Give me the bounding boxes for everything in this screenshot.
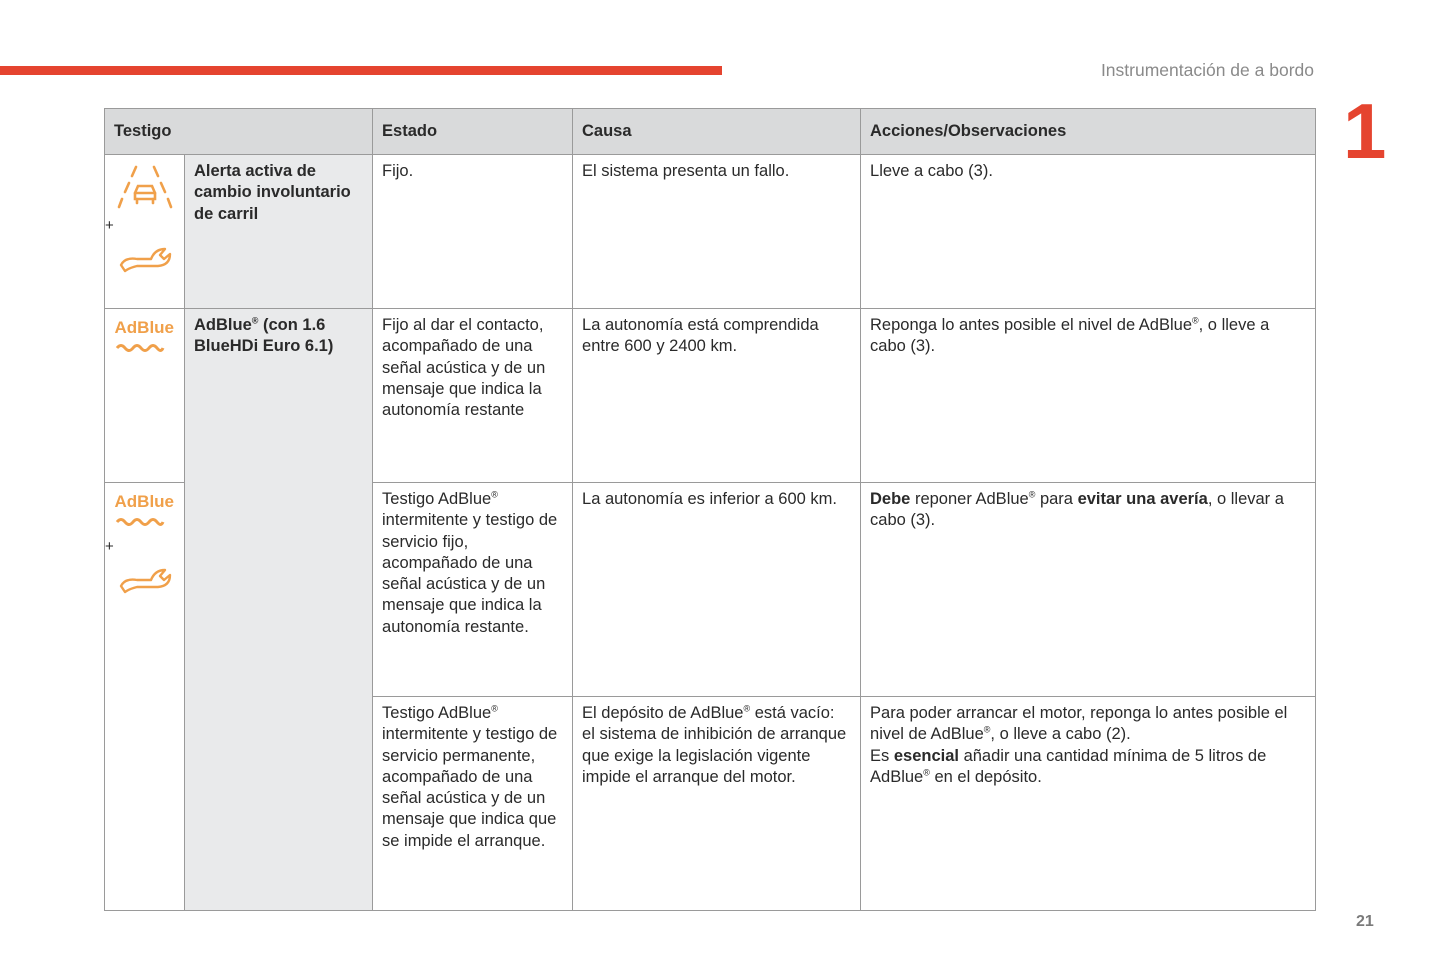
causa-cell: La autonomía es inferior a 600 km. (573, 483, 861, 697)
estado-cell: Testigo AdBlue® intermitente y testigo de servicio fijo, acompañado de una señal acústica y de un mensaje que indica la autonomía restante. (373, 483, 573, 697)
service-wrench-icon (117, 241, 173, 273)
adblue-waves-icon (115, 516, 165, 526)
plus-sign: + (105, 538, 114, 556)
causa-cell: La autonomía está comprendida entre 600 y 2400 km. (573, 309, 861, 483)
icon-cell (105, 483, 185, 911)
page-number: 21 (1356, 913, 1374, 930)
testigo-label: Alerta activa de cambio involuntario de carril (185, 155, 373, 309)
header-estado: Estado (373, 109, 573, 155)
warning-lights-table (104, 108, 1316, 911)
icon-cell (105, 155, 185, 309)
causa-cell: El sistema presenta un fallo. (573, 155, 861, 309)
adblue-icon-text: AdBlue (114, 492, 174, 511)
table-row (105, 309, 1316, 483)
estado-cell: Fijo. (373, 155, 573, 309)
acciones-cell: Lleve a cabo (3). (861, 155, 1316, 309)
adblue-icon (115, 493, 175, 532)
acciones-cell: Reponga lo antes posible el nivel de AdBlue®, o lleve a cabo (3). (861, 309, 1316, 483)
acciones-cell: Debe reponer AdBlue® para evitar una avería, o llevar a cabo (3). (861, 483, 1316, 697)
chapter-number: 1 (1343, 87, 1387, 175)
adblue-waves-icon (115, 342, 165, 352)
plus-sign: + (105, 217, 114, 234)
chapter-title: Instrumentación de a bordo (1100, 60, 1314, 80)
estado-cell: Fijo al dar el contacto, acompañado de una señal acústica y de un mensaje que indica la autonomía restante (373, 309, 573, 483)
header-testigo: Testigo (105, 109, 373, 155)
service-wrench-icon (117, 562, 173, 594)
acciones-cell: Para poder arrancar el motor, reponga lo antes posible el nivel de AdBlue®, o lleve a cabo (2). Es esencial añadir una cantidad mínima de 5 litros de AdBlue® en el depósito. (861, 697, 1316, 911)
header-causa: Causa (573, 109, 861, 155)
table-header-row (105, 109, 1316, 155)
lane-departure-icon (117, 163, 173, 211)
estado-cell: Testigo AdBlue® intermitente y testigo de servicio permanente, acompañado de una señal acústica y de un mensaje que indica que se impide el arranque. (373, 697, 573, 911)
header-acciones: Acciones/Observaciones (861, 109, 1316, 155)
adblue-icon (115, 319, 175, 358)
icon-cell (105, 309, 185, 483)
adblue-icon-text: AdBlue (114, 318, 174, 337)
testigo-label: AdBlue® (con 1.6 BlueHDi Euro 6.1) (185, 309, 373, 911)
causa-cell: El depósito de AdBlue® está vacío: el sistema de inhibición de arranque que exige la legislación vigente impide el arranque del motor. (573, 697, 861, 911)
header-accent-bar (0, 66, 722, 75)
table-row (105, 155, 1316, 309)
